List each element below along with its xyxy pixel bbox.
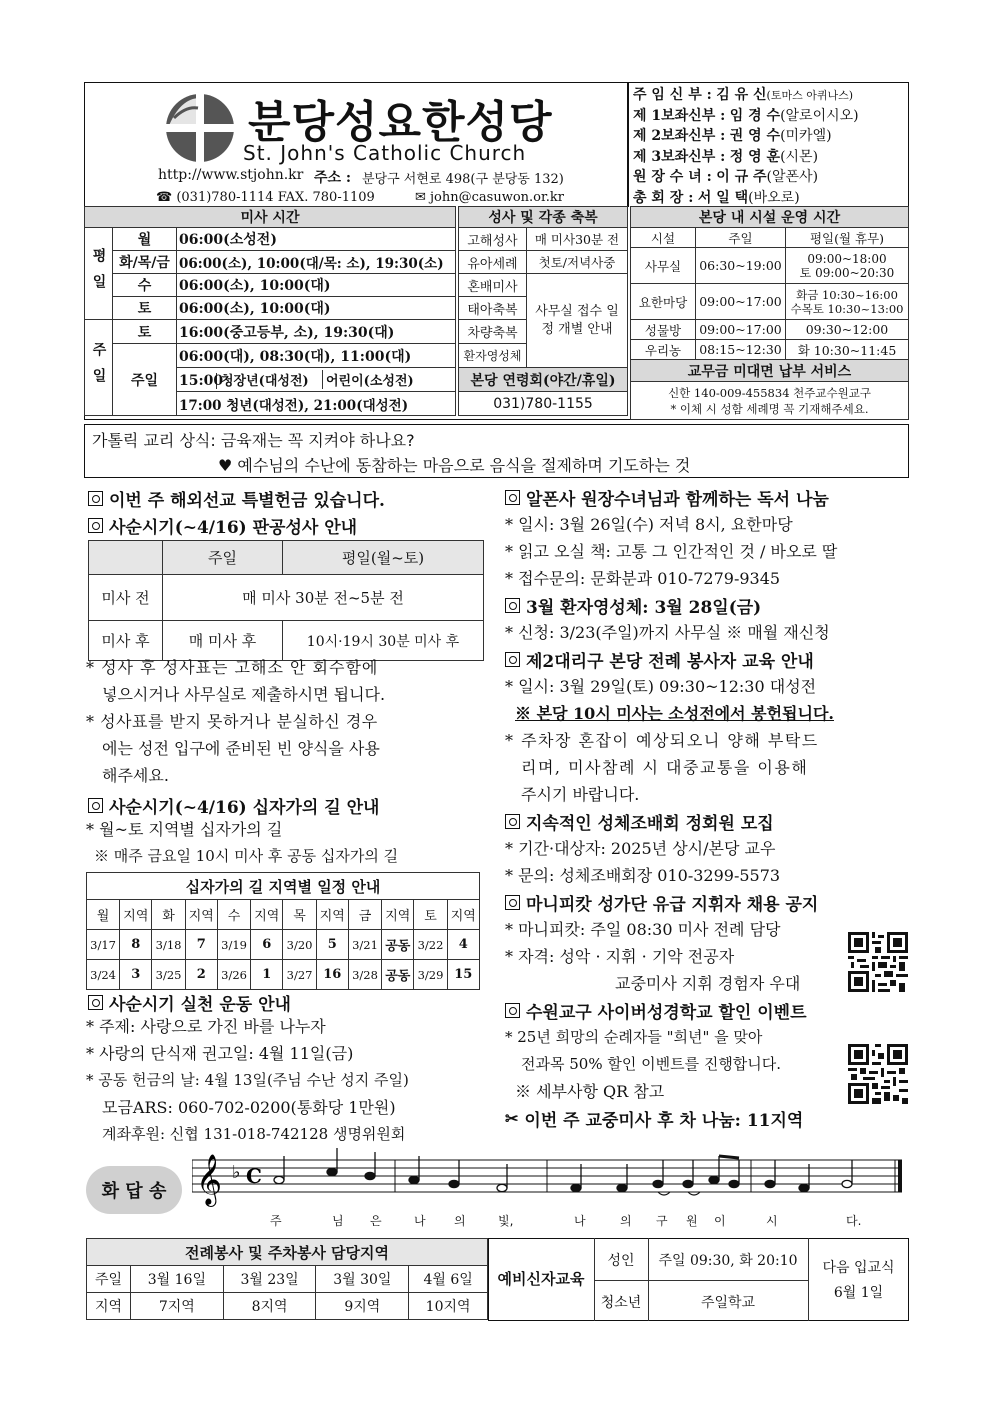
qr-code-choir[interactable]	[848, 932, 908, 992]
psalm-label: 화 답 송	[86, 1166, 182, 1214]
stations-cell: 3/25	[152, 960, 185, 990]
qr-code-bible-school[interactable]	[848, 1044, 908, 1104]
section-mission-collection: 이번 주 해외선교 특별헌금 있습니다.	[88, 486, 385, 511]
stations-cell: 3	[120, 960, 152, 990]
stations-cell: 3/20	[283, 930, 316, 960]
psalm-lyric-syllable: 나	[574, 1214, 586, 1228]
stations-cell: 6	[251, 930, 283, 960]
stations-cell: 3/27	[283, 960, 316, 990]
psalm-score	[192, 1148, 908, 1218]
stations-cell: 3/22	[414, 930, 447, 960]
sunday-label: 주일	[85, 320, 113, 416]
psalm-lyric-syllable: 은	[370, 1214, 382, 1228]
lent-practice-notes: * 주제: 사랑으로 가진 바를 나누자 * 사랑의 단식재 권고일: 4월 11일(금) * 공동 헌금의 날: 4월 13일(주님 수난 성지 주일) 모금ARS: 060-702-0200(통화당 1만원) 계좌후원: 신협 131-018-742128 생명위원회	[86, 1017, 409, 1143]
psalm-lyric-syllable: 의	[620, 1214, 632, 1228]
stations-cell: 월	[87, 900, 120, 930]
stations-cell: 3/21	[348, 930, 381, 960]
stations-note-1: * 월~토 지역별 십자가의 길	[86, 820, 283, 839]
section-confession: 사순시기(~4/16) 판공성사 안내	[88, 513, 357, 538]
church-title: 분당성요한성당	[248, 97, 553, 148]
section-liturgy-training: 제2대리구 본당 전례 봉사자 교육 안내	[505, 646, 909, 673]
catechumen-label: 예비신자교육	[497, 1270, 585, 1288]
clergy-row: 원 장 수 녀 : 이 규 주(알폰사)	[633, 169, 819, 185]
service-area-table: 전례봉사 및 주차봉사 담당지역 주일 3월 16일 3월 23일 3월 30일 4월 6일 지역 7지역 8지역 9지역 10지역	[86, 1238, 488, 1320]
section-adoration: 지속적인 성체조배회 정회원 모집	[505, 808, 909, 835]
notice-icon	[88, 518, 103, 533]
church-subtitle: St. John's Catholic Church	[243, 141, 527, 165]
notice-icon	[505, 598, 520, 613]
psalm-lyrics	[270, 1212, 870, 1228]
stations-note-2: ※ 매주 금요일 10시 미사 후 공동 십자가의 길	[94, 847, 399, 865]
clergy-row: 제 2보좌신부 : 권 영 수(미카엘)	[633, 128, 832, 144]
stations-cell: 1	[251, 960, 283, 990]
stations-cell: 토	[414, 900, 447, 930]
clergy-row: 주 임 신 부 : 김 유 신(토마스 아퀴나스)	[633, 87, 854, 103]
clergy-divider	[627, 82, 629, 207]
stations-cell: 지역	[382, 900, 414, 930]
stations-cell: 목	[283, 900, 316, 930]
stations-cell: 3/19	[217, 930, 250, 960]
psalm-lyric-syllable: 원	[686, 1214, 698, 1228]
section-lent-practice: 사순시기 실천 운동 안내	[88, 990, 291, 1015]
clergy-row: 제 1보좌신부 : 임 경 수(알로이시오)	[633, 107, 859, 124]
notice-icon	[88, 995, 103, 1010]
confession-notes: * 성사 후 성사표는 고해소 안 회수함에 넣으시거나 사무실로 제출하시면 됩니다. * 성사표를 받지 못하거나 분실하신 경우 에는 성전 입구에 준비된 빈 양식을 사용 해주세요.	[86, 658, 386, 785]
psalm-lyric-syllable: 이	[714, 1214, 726, 1228]
stations-cell: 지역	[316, 900, 348, 930]
clergy-row: 제 3보좌신부 : 정 영 훈(시몬)	[633, 148, 819, 165]
address-label: 주소 :	[314, 170, 352, 186]
section-bible-school: 수원교구 사이버성경학교 할인 이벤트	[505, 997, 909, 1024]
catechism-answer: ♥ 예수님의 수난에 동참하는 마음으로 음식을 절제하며 기도하는 것	[218, 456, 691, 475]
stations-table: 십자가의 길 지역별 일정 안내 월 지역 화 지역 수 지역 목 지역 금 지역 토 지역 3/17 8 3/18 7 3/19 6 3/20 5 3/21 공동 3/22 4 3/24 3 3/25 2 3/26 1 3/27 16 3/28 공동 3/29 15	[86, 872, 480, 990]
psalm-lyric-syllable: 주	[270, 1214, 282, 1228]
treble-clef-icon: 𝄞	[196, 1154, 223, 1205]
section-sick-communion: 3월 환자영성체: 3월 28일(금)	[505, 592, 909, 619]
svg-text:C: C	[246, 1164, 262, 1188]
scissors-icon: ✂	[505, 1109, 519, 1128]
psalm-lyric-syllable: 시	[766, 1214, 778, 1228]
stations-cell: 2	[185, 960, 217, 990]
stations-cell: 16	[316, 960, 348, 990]
stations-cell: 수	[217, 900, 250, 930]
section-tea: ✂ 이번 주 교중미사 후 차 나눔: 11지역	[505, 1109, 804, 1131]
mass-time-table: 미사 시간 평일 월 06:00(소성전) 화/목/금 06:00(소), 10:00(대/목: 소), 19:30(소) 수 06:00(소), 10:00(대) 토 06:00(소), 10:00(대) 주일 토 16:00(중고등부, 소), 19:30(대) 주일 06:00(대), 08:30(대), 11:00(대) 15:00청장년(대성전) 어린이(소성전) 17:00 청년(대성전), 21:00(대성전)	[84, 206, 456, 416]
notice-icon	[88, 491, 103, 506]
stations-cell: 5	[316, 930, 348, 960]
catechism-question: 가톨릭 교리 상식: 금육재는 꼭 지켜야 하나요?	[92, 431, 415, 450]
church-logo-icon	[160, 88, 240, 168]
email-text[interactable]: ✉ john@casuwon.or.kr	[415, 190, 564, 205]
stations-cell: 금	[348, 900, 381, 930]
right-column: 알폰사 원장수녀님과 함께하는 독서 나눔 * 일시: 3월 26일(수) 저녁 8시, 요한마당 * 읽고 오실 책: 고통 그 인간적인 것 / 바오로 딸 * 접수문의: 문화분과 010-7279-9345 3월 환자영성체: 3월 28일(금) * 신청: 3/23(주일)까지 사무실 ※ 매월 재신청 제2대리구 본당 전례 봉사자 교육 안내 * 일시: 3월 29일(토) 09:30~12:30 대성전 ※ 본당 10시 미사는 소성전에서 봉헌됩니다. * 주차장 혼잡이 예상되오니 양해 부탁드 리며, 미사참례 시 대중교통을 이용해 주시기 바랍니다. 지속적인 성체조배회 정회원 모집 * 기간·대상자: 2025년 상시/본당 교우 * 문의: 성체조배회장 010-3299-5573 마니피캇 성가단 유급 지휘자 채용 공지 * 마니피캇: 주일 08:30 미사 전례 담당 * 자격: 성악 · 지휘 · 기악 전공자 교중미사 지휘 경험자 우대 수원교구 사이버성경학교 할인 이벤트 * 25년 희망의 순례자들 "희년" 을 맞아 전과목 50% 할인 이벤트를 진행합니다. ※ 세부사항 QR 참고 ✂ 이번 주 교중미사 후 차 나눔: 11지역	[505, 484, 909, 1132]
facility-table: 본당 내 시설 운영 시간 시설 주일 평일(월 휴무) 사무실 06:30~19:00 09:00~18:00 토 09:00~20:30 요한마당 09:00~17:00 화금 10:30~16:00 수목토 10:30~13:00 성물방 09:00~17:00 09:30~12:00 우리농 08:15~12:30 화 10:30~11:45 교무금 미대면 납부 서비스 신한 140-009-455834 천주교수원교구 * 이체 시 성함 세례명 꼭 기재해주세요.	[630, 206, 909, 420]
psalm-lyric-syllable: 나	[414, 1214, 426, 1228]
stations-cell: 4	[447, 930, 479, 960]
stations-cell: 지역	[185, 900, 217, 930]
section-stations: 사순시기(~4/16) 십자가의 길 안내	[88, 793, 379, 818]
stations-cell: 지역	[447, 900, 479, 930]
stations-cell: 3/17	[87, 930, 120, 960]
stations-cell: 3/24	[87, 960, 120, 990]
stations-cell: 8	[120, 930, 152, 960]
stations-cell: 공동	[382, 930, 414, 960]
psalm-lyric-syllable: 구	[656, 1214, 668, 1228]
stations-cell: 3/26	[217, 960, 250, 990]
clergy-list	[633, 84, 909, 207]
section-reading: 알폰사 원장수녀님과 함께하는 독서 나눔	[505, 484, 909, 511]
psalm-lyric-syllable: 다.	[846, 1214, 862, 1228]
sacrament-table: 성사 및 각종 축복 고해성사 매 미사30분 전 유아세례 첫토/저녁사중 혼배미사 사무실 접수 일정 개별 안내 태아축복 차량축복 환자영성체 본당 연령회(야간/휴일) 031)780-1155	[458, 206, 628, 416]
stations-cell: 공동	[382, 960, 414, 990]
website-link[interactable]: http://www.stjohn.kr	[158, 167, 304, 183]
stations-cell: 화	[152, 900, 185, 930]
stations-cell: 3/18	[152, 930, 185, 960]
stations-cell: 지역	[251, 900, 283, 930]
confession-table: 주일 평일(월~토) 미사 전 매 미사 30분 전~5분 전 미사 후 매 미사 후 10시·19시 30분 미사 후	[88, 540, 484, 661]
stations-cell: 3/28	[348, 960, 381, 990]
notice-icon	[505, 814, 520, 829]
notice-icon	[88, 798, 103, 813]
phone-text: ☎ (031)780-1114 FAX. 780-1109	[156, 190, 375, 205]
notice-icon	[505, 652, 520, 667]
mass-title: 미사 시간	[85, 207, 456, 228]
address-text: 분당구 서현로 498(구 분당동 132)	[362, 172, 564, 187]
psalm-lyric-syllable: 의	[454, 1214, 466, 1228]
notice-icon	[505, 490, 520, 505]
stations-cell: 15	[447, 960, 479, 990]
psalm-lyric-syllable: 빛,	[498, 1214, 514, 1228]
stations-cell: 3/29	[414, 960, 447, 990]
stations-cell: 지역	[120, 900, 152, 930]
weekday-label: 평일	[85, 228, 113, 320]
notice-icon	[505, 895, 520, 910]
psalm-lyric-syllable: 님	[332, 1214, 344, 1228]
section-choir-hiring: 마니피캇 성가단 유급 지휘자 채용 공지	[505, 889, 909, 916]
clergy-row: 총 회 장 : 서 일 택(바오로)	[633, 189, 800, 206]
notice-icon	[505, 1003, 520, 1018]
svg-text:♭: ♭	[232, 1162, 241, 1183]
stations-cell: 7	[185, 930, 217, 960]
